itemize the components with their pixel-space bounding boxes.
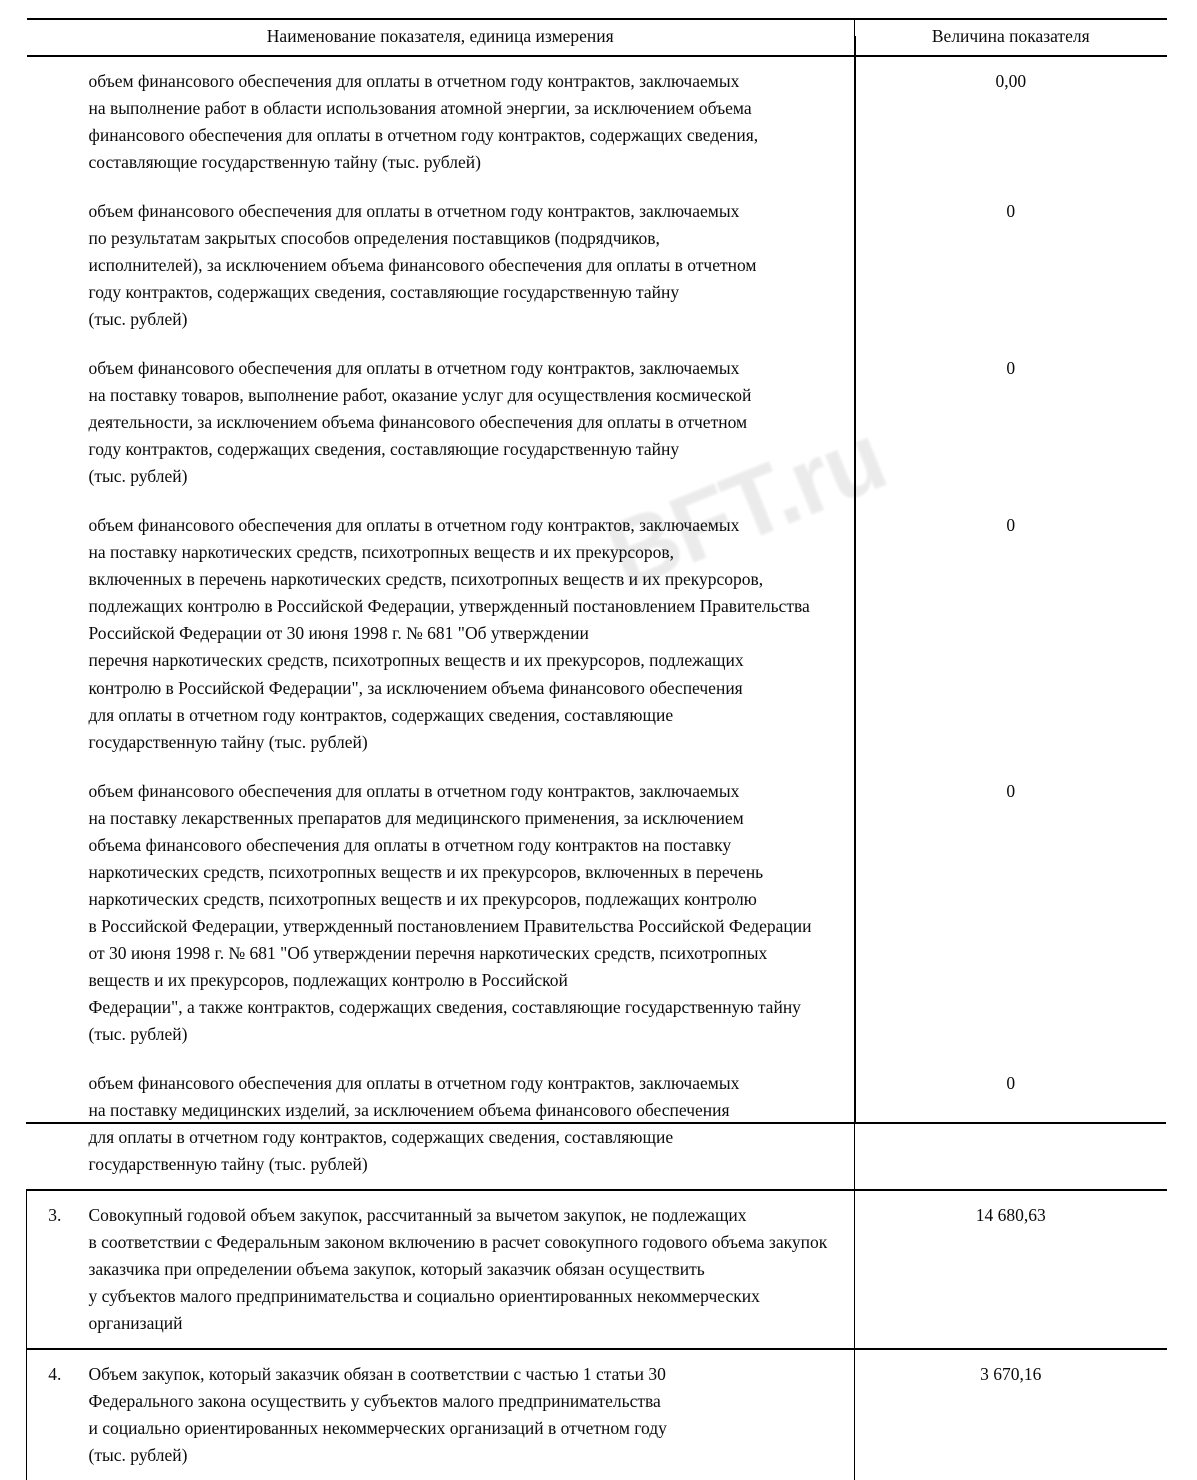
indicator-text	[89, 68, 845, 176]
header-row	[27, 19, 1167, 56]
text-line: для оплаты в отчетном году контрактов, содержащих сведения, составляющие	[88, 1126, 674, 1147]
indicator-value: 0	[855, 1059, 1167, 1190]
text-line: объем финансового обеспечения для оплаты в отчетном году контрактов, заключаемых	[88, 1072, 740, 1093]
indicator-name	[89, 344, 855, 501]
indicator-name	[89, 1059, 855, 1190]
text-line: и социально ориентированных некоммерческих организаций в отчетном году	[88, 1418, 667, 1439]
text-line: Объем закупок, который заказчик обязан в соответствии с частью 1 статьи 30	[88, 1364, 666, 1385]
column-divider	[854, 36, 856, 1124]
text-line: включенных в перечень наркотических средств, психотропных веществ и их прекурсоров,	[88, 569, 764, 590]
indicator-text	[89, 512, 845, 755]
table-row	[27, 501, 1167, 766]
column-header-value: Величина показателя	[855, 19, 1167, 56]
row-number	[27, 56, 89, 187]
text-line: Совокупный годовой объем закупок, рассчитанный за вычетом закупок, не подлежащих	[88, 1205, 747, 1226]
text-line: на поставку товаров, выполнение работ, оказание услуг для осуществления космической	[88, 385, 752, 406]
indicator-name	[89, 767, 855, 1059]
table-body	[27, 56, 1167, 1480]
indicator-value: 0	[855, 767, 1167, 1059]
indicator-name	[89, 56, 855, 187]
text-line: заказчика при определении объема закупок, который заказчик обязан осуществить	[88, 1259, 705, 1280]
text-line: году контрактов, содержащих сведения, составляющие государственную тайну	[88, 439, 680, 460]
text-line: на поставку наркотических средств, психотропных веществ и их прекурсоров,	[88, 542, 675, 563]
text-line: на поставку лекарственных препаратов для медицинского применения, за исключением	[88, 807, 744, 828]
row-number	[27, 344, 89, 501]
indicator-text	[89, 198, 845, 333]
indicator-name	[89, 187, 855, 344]
column-header-name: Наименование показателя, единица измерения	[27, 19, 855, 56]
text-line: году контрактов, содержащих сведения, составляющие государственную тайну	[88, 282, 680, 303]
text-line: исполнителей), за исключением объема финансового обеспечения для оплаты в отчетном	[88, 255, 757, 276]
table-row	[27, 187, 1167, 344]
indicator-text	[89, 355, 845, 490]
text-line: объем финансового обеспечения для оплаты в отчетном году контрактов, заключаемых	[88, 780, 740, 801]
watermark-text: BFT.ru	[592, 402, 899, 610]
text-line: для оплаты в отчетном году контрактов, содержащих сведения, составляющие	[88, 704, 674, 725]
text-line: деятельности, за исключением объема финансового обеспечения для оплаты в отчетном	[88, 412, 748, 433]
row-number	[27, 187, 89, 344]
text-line: Федерального закона осуществить у субъектов малого предпринимательства	[88, 1391, 661, 1412]
indicator-value: 0,00	[855, 56, 1167, 187]
table-row	[27, 1190, 1167, 1349]
text-line: объем финансового обеспечения для оплаты в отчетном году контрактов, заключаемых	[88, 201, 740, 221]
table-row	[27, 56, 1167, 187]
table-bottom-border	[26, 1122, 1166, 1124]
text-line: наркотических средств, психотропных веществ и их прекурсоров, подлежащих контролю	[88, 888, 757, 909]
text-line: (тыс. рублей)	[88, 466, 188, 487]
indicator-value: 0	[855, 344, 1167, 501]
text-line: от 30 июня 1998 г. № 681 "Об утверждении перечня наркотических средств, психотропных	[88, 942, 768, 963]
indicator-text	[89, 1202, 845, 1337]
document-body	[0, 18, 1197, 1480]
row-number	[27, 767, 89, 1059]
text-line: наркотических средств, психотропных веществ и их прекурсоров, включенных в перечень	[88, 861, 764, 882]
text-line: государственную тайну (тыс. рублей)	[88, 731, 368, 752]
text-line: на выполнение работ в области использования атомной энергии, за исключением объема	[88, 97, 752, 118]
text-line: объема финансового обеспечения для оплаты в отчетном году контрактов на поставку	[88, 834, 732, 855]
row-number	[27, 501, 89, 766]
text-line: (тыс. рублей)	[88, 1023, 188, 1044]
table-row	[27, 1059, 1167, 1190]
text-line: на поставку медицинских изделий, за исключением объема финансового обеспечения	[88, 1099, 730, 1120]
table-row	[27, 1349, 1167, 1480]
text-line: объем финансового обеспечения для оплаты в отчетном году контрактов, заключаемых	[88, 358, 740, 379]
text-line: контролю в Российской Федерации", за исключением объема финансового обеспечения	[88, 677, 743, 698]
table-row	[27, 767, 1167, 1059]
indicator-value: 0	[855, 187, 1167, 344]
indicator-name	[89, 501, 855, 766]
indicator-value: 3 670,16	[855, 1349, 1167, 1480]
indicator-value: 14 680,63	[855, 1190, 1167, 1349]
text-line: организаций	[88, 1313, 183, 1334]
text-line: Федерации", а также контрактов, содержащих сведения, составляющие государственную тайну	[88, 996, 801, 1017]
indicator-text	[89, 778, 845, 1048]
text-line: перечня наркотических средств, психотропных веществ и их прекурсоров, подлежащих	[88, 650, 744, 671]
indicator-value: 0	[855, 501, 1167, 766]
text-line: подлежащих контролю в Российской Федерации, утвержденный постановлением Правительства	[88, 596, 810, 617]
text-line: по результатам закрытых способов определения поставщиков (подрядчиков,	[88, 228, 660, 249]
indicator-name	[89, 1190, 855, 1349]
row-number: 3.	[27, 1190, 89, 1349]
row-number	[27, 1059, 89, 1190]
text-line: объем финансового обеспечения для оплаты в отчетном году контрактов, заключаемых	[88, 515, 740, 536]
text-line: в Российской Федерации, утвержденный постановлением Правительства Российской Федерации	[88, 915, 812, 936]
text-line: веществ и их прекурсоров, подлежащих контролю в Российской	[88, 969, 568, 990]
text-line: (тыс. рублей)	[88, 1445, 188, 1466]
indicator-name	[89, 1349, 855, 1480]
report-table	[26, 18, 1167, 1480]
text-line: объем финансового обеспечения для оплаты в отчетном году контрактов, заключаемых	[88, 70, 740, 91]
text-line: у субъектов малого предпринимательства и социально ориентированных некоммерческих	[88, 1286, 760, 1307]
indicator-text	[89, 1361, 845, 1469]
table-header	[27, 19, 1167, 56]
text-line: государственную тайну (тыс. рублей)	[88, 1154, 368, 1174]
text-line: в соответствии с Федеральным законом включению в расчет совокупного годового объема закупок	[88, 1232, 828, 1253]
text-line: составляющие государственную тайну (тыс. рублей)	[88, 151, 481, 172]
row-number: 4.	[27, 1349, 89, 1480]
text-line: Российской Федерации от 30 июня 1998 г. № 681 "Об утверждении	[88, 623, 589, 644]
text-line: финансового обеспечения для оплаты в отчетном году контрактов, содержащих сведения,	[88, 124, 759, 145]
table-row	[27, 344, 1167, 501]
text-line: (тыс. рублей)	[88, 309, 188, 330]
